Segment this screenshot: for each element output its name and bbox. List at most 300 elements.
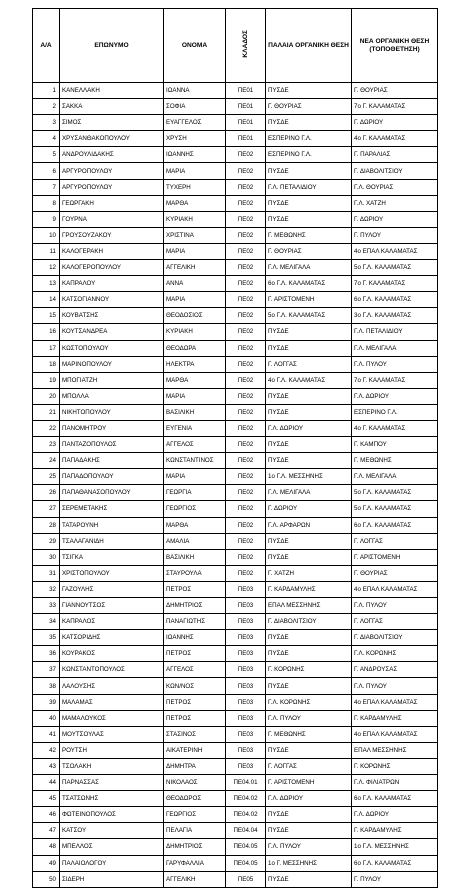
cell-name: ΗΛΕΚΤΡΑ [164,356,226,372]
cell-name: ΔΗΜΗΤΡΙΟΣ [164,598,226,614]
cell-aa: 45 [33,791,60,807]
cell-new-position: Γ.Λ. ΧΑΤΖΗ [352,195,438,211]
cell-new-position: Γ.Λ. ΔΩΡΙΟΥ [352,807,438,823]
cell-name: ΠΕΛΑΓΙΑ [164,823,226,839]
table-row [33,758,438,774]
cell-surname: ΝΙΚΗΤΟΠΟΥΛΟΥ [60,404,164,420]
cell-new-position: 7ο Γ. ΚΑΛΑΜΑΤΑΣ [352,372,438,388]
cell-class: ΠΕ02 [226,517,266,533]
table-row [33,501,438,517]
cell-old-position: 4ο Γ.Λ. ΚΑΛΑΜΑΤΑΣ [266,372,352,388]
header-surname: ΕΠΩΝΥΜΟ [60,9,164,83]
cell-surname: ΚΟΥΤΣΑΝΔΡΕΑ [60,324,164,340]
cell-class: ΠΕ03 [226,598,266,614]
cell-class: ΠΕ02 [226,388,266,404]
cell-aa: 1 [33,83,60,99]
cell-old-position: ΠΥΣΔΕ [266,211,352,227]
cell-new-position: Γ.Λ. ΠΥΛΟΥ [352,598,438,614]
table-row [33,292,438,308]
table-row [33,131,438,147]
cell-name: ΚΥΡΙΑΚΗ [164,324,226,340]
cell-aa: 31 [33,565,60,581]
cell-old-position: ΕΣΠΕΡΙΝΟ Γ.Λ. [266,131,352,147]
cell-name: ΓΕΩΡΓΙΟΣ [164,807,226,823]
cell-class: ΠΕ03 [226,678,266,694]
cell-name: ΚΩΝΣΤΑΝΤΙΝΟΣ [164,453,226,469]
cell-old-position: 5ο Γ.Λ. ΚΑΛΑΜΑΤΑΣ [266,308,352,324]
cell-name: ΔΗΜΗΤΡΑ [164,758,226,774]
table-row [33,195,438,211]
cell-old-position: ΠΥΣΔΕ [266,324,352,340]
cell-old-position: Γ. ΜΕΘΩΝΗΣ [266,227,352,243]
cell-new-position: Γ.Λ. ΦΙΛΙΑΤΡΩΝ [352,775,438,791]
cell-new-position: Γ. ΑΝΔΡΟΥΣΑΣ [352,662,438,678]
cell-aa: 9 [33,211,60,227]
cell-class: ΠΕ02 [226,179,266,195]
cell-old-position: Γ. ΘΟΥΡΙΑΣ [266,243,352,259]
cell-new-position: Γ. ΛΟΓΓΑΣ [352,614,438,630]
cell-aa: 33 [33,598,60,614]
cell-name: ΜΑΡΙΑ [164,388,226,404]
cell-name: ΑΙΚΑΤΕΡΙΝΗ [164,742,226,758]
cell-aa: 43 [33,758,60,774]
cell-class: ΠΕ02 [226,356,266,372]
cell-class: ΠΕ02 [226,276,266,292]
cell-name: ΓΕΩΡΓΙΟΣ [164,501,226,517]
cell-old-position: Γ.Λ. ΔΩΡΙΟΥ [266,791,352,807]
placements-table [32,8,438,888]
cell-aa: 42 [33,742,60,758]
cell-name: ΜΑΡΙΑ [164,469,226,485]
cell-name: ΜΑΡΙΑ [164,163,226,179]
cell-new-position: Γ. ΔΩΡΙΟΥ [352,211,438,227]
cell-aa: 8 [33,195,60,211]
cell-class: ΠΕ03 [226,758,266,774]
cell-new-position: Γ.Λ. ΜΕΛΙΓΑΛΑ [352,469,438,485]
cell-new-position: Γ.Λ. ΠΥΛΟΥ [352,678,438,694]
cell-new-position: 5ο Γ.Λ. ΚΑΛΑΜΑΤΑΣ [352,501,438,517]
cell-new-position: Γ.Λ. ΘΟΥΡΙΑΣ [352,179,438,195]
cell-old-position: Γ. ΧΑΤΖΗ [266,565,352,581]
cell-new-position: Γ. ΘΟΥΡΙΑΣ [352,83,438,99]
table-row [33,147,438,163]
cell-aa: 34 [33,614,60,630]
cell-aa: 36 [33,646,60,662]
cell-aa: 39 [33,694,60,710]
cell-new-position: ΕΣΠΕΡΙΝΟ Γ.Λ. [352,404,438,420]
cell-aa: 16 [33,324,60,340]
cell-aa: 32 [33,581,60,597]
cell-class: ΠΕ02 [226,533,266,549]
cell-surname: ΧΡΙΣΤΟΠΟΥΛΟΥ [60,565,164,581]
cell-old-position: ΠΥΣΔΕ [266,807,352,823]
cell-surname: ΚΑΠΡΑΛΟΥ [60,276,164,292]
cell-surname: ΤΣΙΓΚΑ [60,549,164,565]
cell-name: ΓΕΩΡΓΙΑ [164,485,226,501]
cell-new-position: Γ. ΑΡΙΣΤΟΜΕΝΗ [352,549,438,565]
cell-new-position: Γ.Λ. ΠΕΤΑΛΙΔΙΟΥ [352,324,438,340]
cell-aa: 5 [33,147,60,163]
cell-surname: ΤΣΑΛΑΓΑΝΙΔΗ [60,533,164,549]
table-row [33,469,438,485]
cell-aa: 35 [33,630,60,646]
cell-aa: 20 [33,388,60,404]
cell-aa: 19 [33,372,60,388]
cell-new-position: Γ. ΚΟΡΩΝΗΣ [352,758,438,774]
cell-name: ΕΥΓΕΝΙΑ [164,420,226,436]
cell-class: ΠΕ03 [226,710,266,726]
cell-aa: 50 [33,871,60,887]
cell-name: ΘΕΟΔΩΡΑ [164,340,226,356]
cell-class: ΠΕ04.04 [226,823,266,839]
table-row [33,839,438,855]
table-row [33,324,438,340]
cell-aa: 18 [33,356,60,372]
table-row [33,356,438,372]
table-row [33,211,438,227]
cell-class: ΠΕ03 [226,646,266,662]
cell-surname: ΠΑΝΤΑΖΟΠΟΥΛΟΣ [60,437,164,453]
header-old-position: ΠΑΛΑΙΑ ΟΡΓΑΝΙΚΗ ΘΕΣΗ [266,9,352,83]
table-row [33,581,438,597]
table-row [33,742,438,758]
cell-class: ΠΕ02 [226,227,266,243]
cell-aa: 37 [33,662,60,678]
cell-new-position: 5ο Γ.Λ. ΚΑΛΑΜΑΤΑΣ [352,485,438,501]
cell-surname: ΓΡΟΥΣΟΥΖΑΚΟΥ [60,227,164,243]
cell-new-position: Γ.Λ. ΚΟΡΩΝΗΣ [352,646,438,662]
table-row [33,855,438,871]
cell-new-position: 7ο Γ. ΚΑΛΑΜΑΤΑΣ [352,99,438,115]
cell-class: ΠΕ02 [226,292,266,308]
cell-new-position: 3ο Γ.Λ. ΚΑΛΑΜΑΤΑΣ [352,308,438,324]
cell-class: ΠΕ02 [226,404,266,420]
cell-class: ΠΕ04.05 [226,839,266,855]
cell-aa: 47 [33,823,60,839]
cell-aa: 14 [33,292,60,308]
header-name: ΟΝΟΜΑ [164,9,226,83]
table-row [33,83,438,99]
table-row [33,276,438,292]
cell-old-position: Γ.Λ. ΠΥΛΟΥ [266,839,352,855]
cell-surname: ΚΑΝΕΛΛΑΚΗ [60,83,164,99]
table-body [33,83,438,888]
cell-new-position: 4ο ΕΠΑΛ ΚΑΛΑΜΑΤΑΣ [352,694,438,710]
cell-aa: 29 [33,533,60,549]
cell-old-position: ΕΠΑΛ ΜΕΣΣΗΝΗΣ [266,598,352,614]
cell-aa: 3 [33,115,60,131]
cell-name: ΑΓΓΕΛΙΚΗ [164,260,226,276]
table-row [33,420,438,436]
cell-aa: 30 [33,549,60,565]
cell-aa: 15 [33,308,60,324]
cell-name: ΣΟΦΙΑ [164,99,226,115]
document-page [32,8,437,888]
cell-aa: 17 [33,340,60,356]
cell-new-position: Γ.Λ. ΔΩΡΙΟΥ [352,388,438,404]
cell-aa: 7 [33,179,60,195]
cell-surname: ΠΑΠΑΔΟΠΟΥΛΟΥ [60,469,164,485]
table-row [33,694,438,710]
cell-new-position: Γ. ΠΥΛΟΥ [352,871,438,887]
header-class-label: ΚΛΑΔΟΣ [241,30,249,58]
cell-aa: 40 [33,710,60,726]
cell-aa: 28 [33,517,60,533]
cell-class: ΠΕ03 [226,694,266,710]
cell-surname: ΡΟΥΤΣΗ [60,742,164,758]
cell-class: ΠΕ03 [226,581,266,597]
cell-old-position: ΠΥΣΔΕ [266,742,352,758]
cell-old-position: Γ.Λ. ΠΥΛΟΥ [266,710,352,726]
cell-name: ΑΓΓΕΛΙΚΗ [164,871,226,887]
cell-new-position: 4ο ΕΠΑΛ ΚΑΛΑΜΑΤΑΣ [352,726,438,742]
cell-class: ΠΕ05 [226,871,266,887]
cell-name: ΠΕΤΡΟΣ [164,710,226,726]
cell-new-position: 5ο Γ.Λ. ΚΑΛΑΜΑΤΑΣ [352,260,438,276]
table-row [33,437,438,453]
cell-aa: 46 [33,807,60,823]
cell-name: ΠΕΤΡΟΣ [164,581,226,597]
cell-class: ΠΕ02 [226,147,266,163]
cell-new-position: 4ο Γ. ΚΑΛΑΜΑΤΑΣ [352,420,438,436]
cell-new-position: 6ο Γ.Λ. ΚΑΛΑΜΑΤΑΣ [352,517,438,533]
cell-old-position: Γ.Λ. ΑΡΦΑΡΩΝ [266,517,352,533]
table-row [33,99,438,115]
cell-aa: 27 [33,501,60,517]
cell-old-position: ΠΥΣΔΕ [266,404,352,420]
table-row [33,260,438,276]
cell-aa: 6 [33,163,60,179]
table-row [33,485,438,501]
header-new-position: ΝΕΑ ΟΡΓΑΝΙΚΗ ΘΕΣΗ (ΤΟΠΟΘΕΤΗΣΗ) [352,9,438,83]
cell-class: ΠΕ02 [226,324,266,340]
cell-old-position: ΠΥΣΔΕ [266,823,352,839]
cell-surname: ΚΩΣΤΟΠΟΥΛΟΥ [60,340,164,356]
cell-old-position: Γ.Λ. ΜΕΛΙΓΑΛΑ [266,260,352,276]
cell-class: ΠΕ02 [226,260,266,276]
cell-class: ΠΕ02 [226,485,266,501]
cell-surname: ΠΑΛΑΙΟΛΟΓΟΥ [60,855,164,871]
table-row [33,807,438,823]
cell-old-position: Γ.Λ. ΚΟΡΩΝΗΣ [266,694,352,710]
cell-new-position: Γ. ΔΙΑΒΟΛΙΤΣΙΟΥ [352,630,438,646]
cell-surname: ΜΑΛΑΜΑΣ [60,694,164,710]
cell-class: ΠΕ02 [226,340,266,356]
cell-name: ΑΝΝΑ [164,276,226,292]
cell-surname: ΣΙΜΟΣ [60,115,164,131]
cell-class: ΠΕ02 [226,420,266,436]
cell-name: ΑΜΑΛΙΑ [164,533,226,549]
cell-surname: ΚΟΥΒΑΤΣΗΣ [60,308,164,324]
cell-aa: 10 [33,227,60,243]
table-row [33,871,438,887]
cell-class: ΠΕ02 [226,437,266,453]
cell-old-position: ΠΥΣΔΕ [266,871,352,887]
cell-surname: ΛΑΛΟΥΣΗΣ [60,678,164,694]
cell-aa: 24 [33,453,60,469]
cell-name: ΝΙΚΟΛΑΟΣ [164,775,226,791]
table-row [33,453,438,469]
table-row [33,404,438,420]
cell-old-position: ΠΥΣΔΕ [266,388,352,404]
cell-aa: 22 [33,420,60,436]
cell-old-position: ΠΥΣΔΕ [266,646,352,662]
cell-name: ΙΩΑΝΝΗΣ [164,630,226,646]
cell-new-position: Γ. ΔΙΑΒΟΛΙΤΣΙΟΥ [352,163,438,179]
cell-class: ΠΕ04.01 [226,775,266,791]
cell-aa: 2 [33,99,60,115]
cell-new-position: Γ. ΚΑΜΠΟΥ [352,437,438,453]
table-row [33,662,438,678]
cell-class: ΠΕ03 [226,662,266,678]
cell-aa: 26 [33,485,60,501]
table-row [33,372,438,388]
cell-class: ΠΕ01 [226,99,266,115]
cell-old-position: Γ. ΛΟΓΓΑΣ [266,758,352,774]
cell-name: ΘΕΟΔΟΣΙΟΣ [164,308,226,324]
cell-old-position: ΠΥΣΔΕ [266,195,352,211]
cell-new-position: 1ο Γ.Λ. ΜΕΣΣΗΝΗΣ [352,839,438,855]
cell-name: ΘΕΟΔΩΡΟΣ [164,791,226,807]
cell-new-position: Γ. ΚΑΡΔΑΜΥΛΗΣ [352,823,438,839]
cell-old-position: Γ.Λ. ΠΕΤΑΛΙΔΙΟΥ [266,179,352,195]
cell-new-position: Γ. ΘΟΥΡΙΑΣ [352,565,438,581]
cell-name: ΧΡΥΣΗ [164,131,226,147]
cell-name: ΠΕΤΡΟΣ [164,646,226,662]
cell-aa: 4 [33,131,60,147]
cell-old-position: ΠΥΣΔΕ [266,453,352,469]
cell-surname: ΠΑΡΝΑΣΣΑΣ [60,775,164,791]
cell-name: ΑΓΓΕΛΟΣ [164,437,226,453]
cell-name: ΤΥΧΕΡΗ [164,179,226,195]
table-header-row [33,9,438,83]
cell-new-position: Γ. ΛΟΓΓΑΣ [352,533,438,549]
cell-class: ΠΕ02 [226,163,266,179]
cell-surname: ΚΩΝΣΤΑΝΤΟΠΟΥΛΟΣ [60,662,164,678]
cell-aa: 48 [33,839,60,855]
cell-surname: ΣΑΚΚΑ [60,99,164,115]
cell-old-position: Γ.Λ. ΔΩΡΙΟΥ [266,420,352,436]
cell-aa: 25 [33,469,60,485]
cell-aa: 38 [33,678,60,694]
cell-surname: ΣΕΡΕΜΕΤΑΚΗΣ [60,501,164,517]
cell-surname: ΓΟΥΡΝΑ [60,211,164,227]
cell-name: ΠΕΤΡΟΣ [164,694,226,710]
table-row [33,179,438,195]
table-row [33,646,438,662]
cell-class: ΠΕ02 [226,453,266,469]
cell-surname: ΜΑΜΑΛΟΥΚΟΣ [60,710,164,726]
cell-old-position: Γ. ΜΕΘΩΝΗΣ [266,726,352,742]
cell-name: ΒΑΣΙΛΙΚΗ [164,404,226,420]
cell-new-position: Γ. ΔΩΡΙΟΥ [352,115,438,131]
cell-old-position: ΠΥΣΔΕ [266,437,352,453]
cell-class: ΠΕ02 [226,469,266,485]
cell-name: ΚΥΡΙΑΚΗ [164,211,226,227]
cell-class: ΠΕ02 [226,308,266,324]
cell-old-position: Γ. ΛΟΓΓΑΣ [266,356,352,372]
cell-aa: 44 [33,775,60,791]
header-class [226,9,266,83]
cell-surname: ΚΑΤΣΟΡΙΔΗΣ [60,630,164,646]
table-row [33,726,438,742]
cell-name: ΣΤΑΥΡΟΥΛΑ [164,565,226,581]
cell-surname: ΜΑΡΙΝΟΠΟΥΛΟΥ [60,356,164,372]
cell-new-position: ΕΠΑΛ ΜΕΣΣΗΝΗΣ [352,742,438,758]
cell-old-position: ΠΥΣΔΕ [266,549,352,565]
cell-old-position: Γ. ΚΟΡΩΝΗΣ [266,662,352,678]
cell-aa: 21 [33,404,60,420]
cell-name: ΚΩΝ/ΝΟΣ [164,678,226,694]
cell-old-position: Γ. ΔΩΡΙΟΥ [266,501,352,517]
cell-surname: ΓΕΩΡΓΑΚΗ [60,195,164,211]
table-row [33,549,438,565]
cell-name: ΙΩΑΝΝΑ [164,83,226,99]
table-row [33,598,438,614]
cell-class: ΠΕ03 [226,614,266,630]
cell-surname: ΚΑΛΟΓΕΡΑΚΗ [60,243,164,259]
cell-surname: ΜΠΕΛΛΟΣ [60,839,164,855]
cell-aa: 11 [33,243,60,259]
cell-new-position: 4ο Γ. ΚΑΛΑΜΑΤΑΣ [352,131,438,147]
cell-old-position: Γ. ΔΙΑΒΟΛΙΤΣΙΟΥ [266,614,352,630]
cell-class: ΠΕ03 [226,726,266,742]
cell-name: ΑΓΓΕΛΟΣ [164,662,226,678]
cell-name: ΣΤΑΣΙΝΟΣ [164,726,226,742]
cell-class: ΠΕ02 [226,211,266,227]
cell-old-position: ΠΥΣΔΕ [266,83,352,99]
cell-new-position: 4ο ΕΠΑΛ ΚΑΛΑΜΑΤΑΣ [352,243,438,259]
cell-surname: ΤΣΟΛΑΚΗ [60,758,164,774]
cell-surname: ΜΠΟΛΛΑ [60,388,164,404]
cell-name: ΜΑΡΘΑ [164,195,226,211]
cell-new-position: Γ. ΠΑΡΑΛΙΑΣ [352,147,438,163]
cell-new-position: 7ο Γ. ΚΑΛΑΜΑΤΑΣ [352,276,438,292]
cell-class: ΠΕ02 [226,372,266,388]
cell-old-position: Γ.Λ. ΜΕΛΙΓΑΛΑ [266,485,352,501]
cell-old-position: Γ. ΑΡΙΣΤΟΜΕΝΗ [266,775,352,791]
cell-old-position: 1ο Γ. ΜΕΣΣΗΝΗΣ [266,855,352,871]
cell-class: ΠΕ02 [226,243,266,259]
cell-new-position: Γ.Λ. ΜΕΛΙΓΑΛΑ [352,340,438,356]
cell-name: ΔΗΜΗΤΡΙΟΣ [164,839,226,855]
cell-aa: 41 [33,726,60,742]
cell-class: ΠΕ02 [226,549,266,565]
cell-surname: ΠΑΠΑΔΑΚΗΣ [60,453,164,469]
table-row [33,115,438,131]
table-row [33,163,438,179]
cell-name: ΜΑΡΙΑ [164,243,226,259]
table-row [33,614,438,630]
cell-name: ΕΥΑΓΓΕΛΟΣ [164,115,226,131]
cell-aa: 12 [33,260,60,276]
cell-class: ΠΕ03 [226,742,266,758]
cell-surname: ΧΡΥΣΑΝΘΑΚΟΠΟΥΛΟΥ [60,131,164,147]
cell-new-position: 6ο Γ.Λ. ΚΑΛΑΜΑΤΑΣ [352,292,438,308]
cell-old-position: ΕΣΠΕΡΙΝΟ Γ.Λ. [266,147,352,163]
cell-class: ΠΕ02 [226,501,266,517]
table-row [33,227,438,243]
cell-class: ΠΕ04.02 [226,807,266,823]
cell-old-position: 1ο Γ.Λ. ΜΕΣΣΗΝΗΣ [266,469,352,485]
table-row [33,517,438,533]
cell-old-position: Γ. ΚΑΡΔΑΜΥΛΗΣ [266,581,352,597]
cell-old-position: ΠΥΣΔΕ [266,340,352,356]
cell-name: ΙΩΑΝΝΗΣ [164,147,226,163]
cell-aa: 13 [33,276,60,292]
cell-new-position: 6ο Γ.Λ. ΚΑΛΑΜΑΤΑΣ [352,791,438,807]
cell-surname: ΜΟΥΤΣΟΥΛΑΣ [60,726,164,742]
